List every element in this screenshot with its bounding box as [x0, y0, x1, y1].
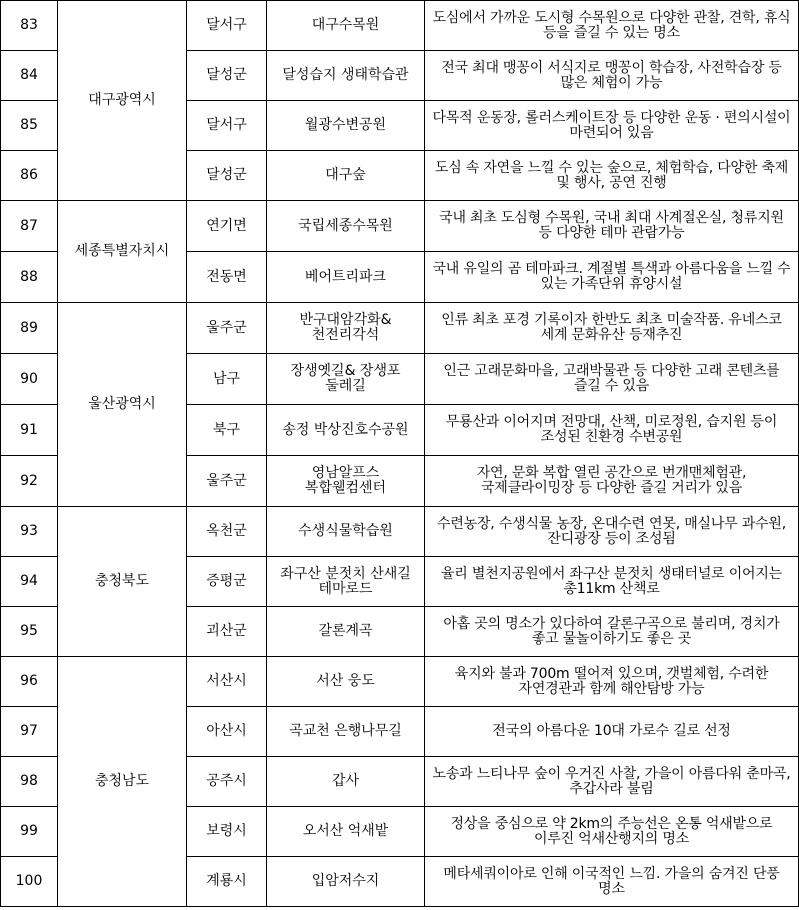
- region-cell: 울산광역시: [58, 303, 187, 507]
- attraction-description: 자연, 문화 복합 열린 공간으로 번개맨체험관, 국제클라이밍장 등 다양한 즐길 거리가 있음: [425, 456, 799, 507]
- attraction-description: 메타세쿼이아로 인해 이국적인 느낌. 가을의 숨겨진 단풍 명소: [425, 857, 799, 907]
- district-cell: 울주군: [187, 456, 267, 507]
- row-number: 93: [1, 507, 58, 557]
- district-cell: 울주군: [187, 303, 267, 354]
- table-row: [1, 657, 799, 707]
- attraction-name: 송정 박상진호수공원: [267, 405, 425, 456]
- attraction-name: 수생식물학습원: [267, 507, 425, 557]
- attraction-name: 입암저수지: [267, 857, 425, 907]
- district-cell: 전동면: [187, 252, 267, 303]
- attraction-name: 영남알프스 복합웰컴센터: [267, 456, 425, 507]
- attraction-name: 오서산 억새밭: [267, 807, 425, 857]
- district-cell: 달서구: [187, 1, 267, 51]
- district-cell: 아산시: [187, 707, 267, 757]
- region-cell: 충청북도: [58, 507, 187, 657]
- attraction-description: 국내 최초 도심형 수목원, 국내 최대 사계절온실, 청류지원 등 다양한 테마 관람가능: [425, 201, 799, 252]
- district-cell: 옥천군: [187, 507, 267, 557]
- attraction-description: 율리 별천지공원에서 좌구산 분젓치 생태터널로 이어지는 총11km 산책로: [425, 557, 799, 607]
- row-number: 100: [1, 857, 58, 907]
- attraction-name: 반구대암각화&천전리각석: [267, 303, 425, 354]
- district-cell: 달성군: [187, 151, 267, 201]
- row-number: 94: [1, 557, 58, 607]
- row-number: 88: [1, 252, 58, 303]
- region-cell: 대구광역시: [58, 1, 187, 201]
- row-number: 98: [1, 757, 58, 807]
- region-cell: 충청남도: [58, 657, 187, 907]
- row-number: 97: [1, 707, 58, 757]
- attraction-name: 장생옛길& 장생포 둘레길: [267, 354, 425, 405]
- attraction-name: 월광수변공원: [267, 101, 425, 151]
- attraction-name: 달성습지 생태학습관: [267, 51, 425, 101]
- attraction-description: 도심에서 가까운 도시형 수목원으로 다양한 관찰, 견학, 휴식 등을 즐길 수 있는 명소: [425, 1, 799, 51]
- attraction-name: 대구수목원: [267, 1, 425, 51]
- row-number: 92: [1, 456, 58, 507]
- attraction-description: 무룡산과 이어지며 전망대, 산책, 미로정원, 습지원 등이 조성된 친환경 수변공원: [425, 405, 799, 456]
- attraction-name: 갑사: [267, 757, 425, 807]
- attraction-description: 전국 최대 맹꽁이 서식지로 맹꽁이 학습장, 사전학습장 등 많은 체험이 가능: [425, 51, 799, 101]
- attraction-name: 곡교천 은행나무길: [267, 707, 425, 757]
- attraction-description: 다목적 운동장, 롤러스케이트장 등 다양한 운동 · 편의시설이 마련되어 있음: [425, 101, 799, 151]
- attraction-name: 베어트리파크: [267, 252, 425, 303]
- attraction-name: 좌구산 분젓치 산새길 테마로드: [267, 557, 425, 607]
- row-number: 83: [1, 1, 58, 51]
- attraction-name: 국립세종수목원: [267, 201, 425, 252]
- row-number: 91: [1, 405, 58, 456]
- district-cell: 북구: [187, 405, 267, 456]
- district-cell: 서산시: [187, 657, 267, 707]
- district-cell: 공주시: [187, 757, 267, 807]
- district-cell: 계룡시: [187, 857, 267, 907]
- region-cell: 세종특별자치시: [58, 201, 187, 303]
- table-row: [1, 507, 799, 557]
- district-cell: 달성군: [187, 51, 267, 101]
- attraction-description: 국내 유일의 곰 테마파크. 계절별 특색과 아름다움을 느낄 수 있는 가족단위 휴양시설: [425, 252, 799, 303]
- row-number: 84: [1, 51, 58, 101]
- attraction-description: 도심 속 자연을 느낄 수 있는 숲으로, 체험학습, 다양한 축제 및 행사, 공연 진행: [425, 151, 799, 201]
- attraction-name: 갈론계곡: [267, 607, 425, 657]
- row-number: 85: [1, 101, 58, 151]
- district-cell: 괴산군: [187, 607, 267, 657]
- district-cell: 증평군: [187, 557, 267, 607]
- row-number: 87: [1, 201, 58, 252]
- attraction-description: 육지와 불과 700m 떨어져 있으며, 갯벌체험, 수려한 자연경관과 함께 해안탐방 가능: [425, 657, 799, 707]
- row-number: 86: [1, 151, 58, 201]
- attraction-name: 서산 웅도: [267, 657, 425, 707]
- district-cell: 달서구: [187, 101, 267, 151]
- table-row: [1, 303, 799, 354]
- row-number: 95: [1, 607, 58, 657]
- district-cell: 연기면: [187, 201, 267, 252]
- attraction-description: 정상을 중심으로 약 2km의 주능선은 온통 억새밭으로 이루진 억새산행지의 명소: [425, 807, 799, 857]
- row-number: 99: [1, 807, 58, 857]
- attraction-description: 인근 고래문화마을, 고래박물관 등 다양한 고래 콘텐츠를 즐길 수 있음: [425, 354, 799, 405]
- row-number: 90: [1, 354, 58, 405]
- attraction-description: 노송과 느티나무 숲이 우거진 사찰, 가을이 아름다워 춘마곡, 추갑사라 불림: [425, 757, 799, 807]
- row-number: 89: [1, 303, 58, 354]
- attraction-description: 전국의 아름다운 10대 가로수 길로 선정: [425, 707, 799, 757]
- attraction-description: 아홉 곳의 명소가 있다하여 갈론구곡으로 불리며, 경치가 좋고 물놀이하기도 좋은 곳: [425, 607, 799, 657]
- attraction-name: 대구숲: [267, 151, 425, 201]
- district-cell: 보령시: [187, 807, 267, 857]
- row-number: 96: [1, 657, 58, 707]
- table-row: [1, 201, 799, 252]
- table-row: [1, 1, 799, 51]
- district-cell: 남구: [187, 354, 267, 405]
- attraction-description: 수련농장, 수생식물 농장, 온대수련 연못, 매실나무 과수원, 잔디광장 등이 조성됨: [425, 507, 799, 557]
- attraction-description: 인류 최초 포경 기록이자 한반도 최초 미술작품. 유네스코 세계 문화유산 등재추진: [425, 303, 799, 354]
